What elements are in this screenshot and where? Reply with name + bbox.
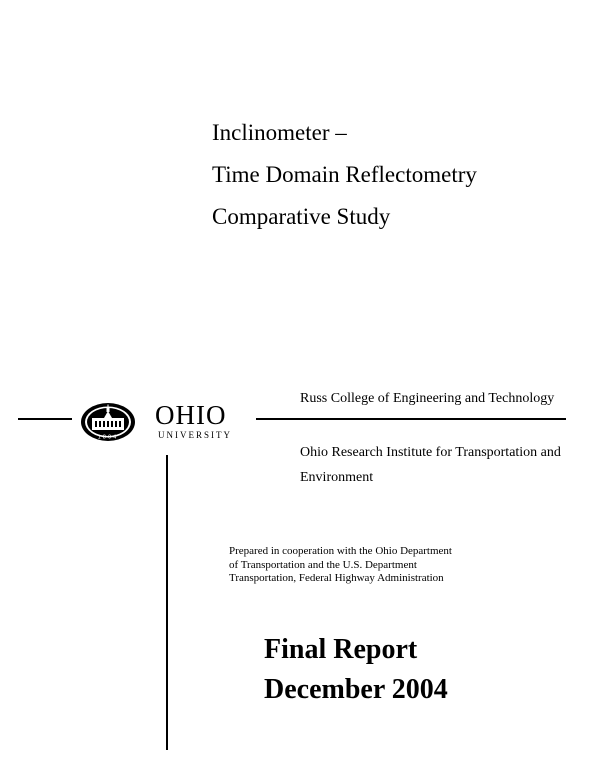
university-seal-icon [80,402,136,442]
institute-line-1: Ohio Research Institute for Transportation and [300,445,561,460]
title-line-2: Time Domain Reflectometry [212,162,477,187]
prepared-line-1: Prepared in cooperation with the Ohio Department [229,545,452,557]
prepared-statement [229,545,452,586]
report-type: Final Report [264,634,418,665]
institute-name [300,440,590,490]
logo-wordmark-university: UNIVERSITY [158,430,232,440]
right-horizontal-rule [256,418,566,420]
report-title [212,112,477,238]
vertical-rule [166,455,168,750]
college-name: Russ College of Engineering and Technology [300,391,555,406]
prepared-line-3: Transportation, Federal Highway Administration [229,572,444,584]
title-line-1: Inclinometer – [212,120,347,145]
prepared-line-2: of Transportation and the U.S. Department [229,558,417,571]
ohio-university-logo [80,402,250,442]
institute-line-2: Environment [300,470,374,485]
left-horizontal-rule [18,418,72,420]
logo-wordmark-ohio: OHIO [155,400,227,430]
title-line-3: Comparative Study [212,204,391,229]
final-report-block [264,630,448,710]
report-date: December 2004 [264,674,448,705]
svg-text:1804: 1804 [97,434,119,441]
